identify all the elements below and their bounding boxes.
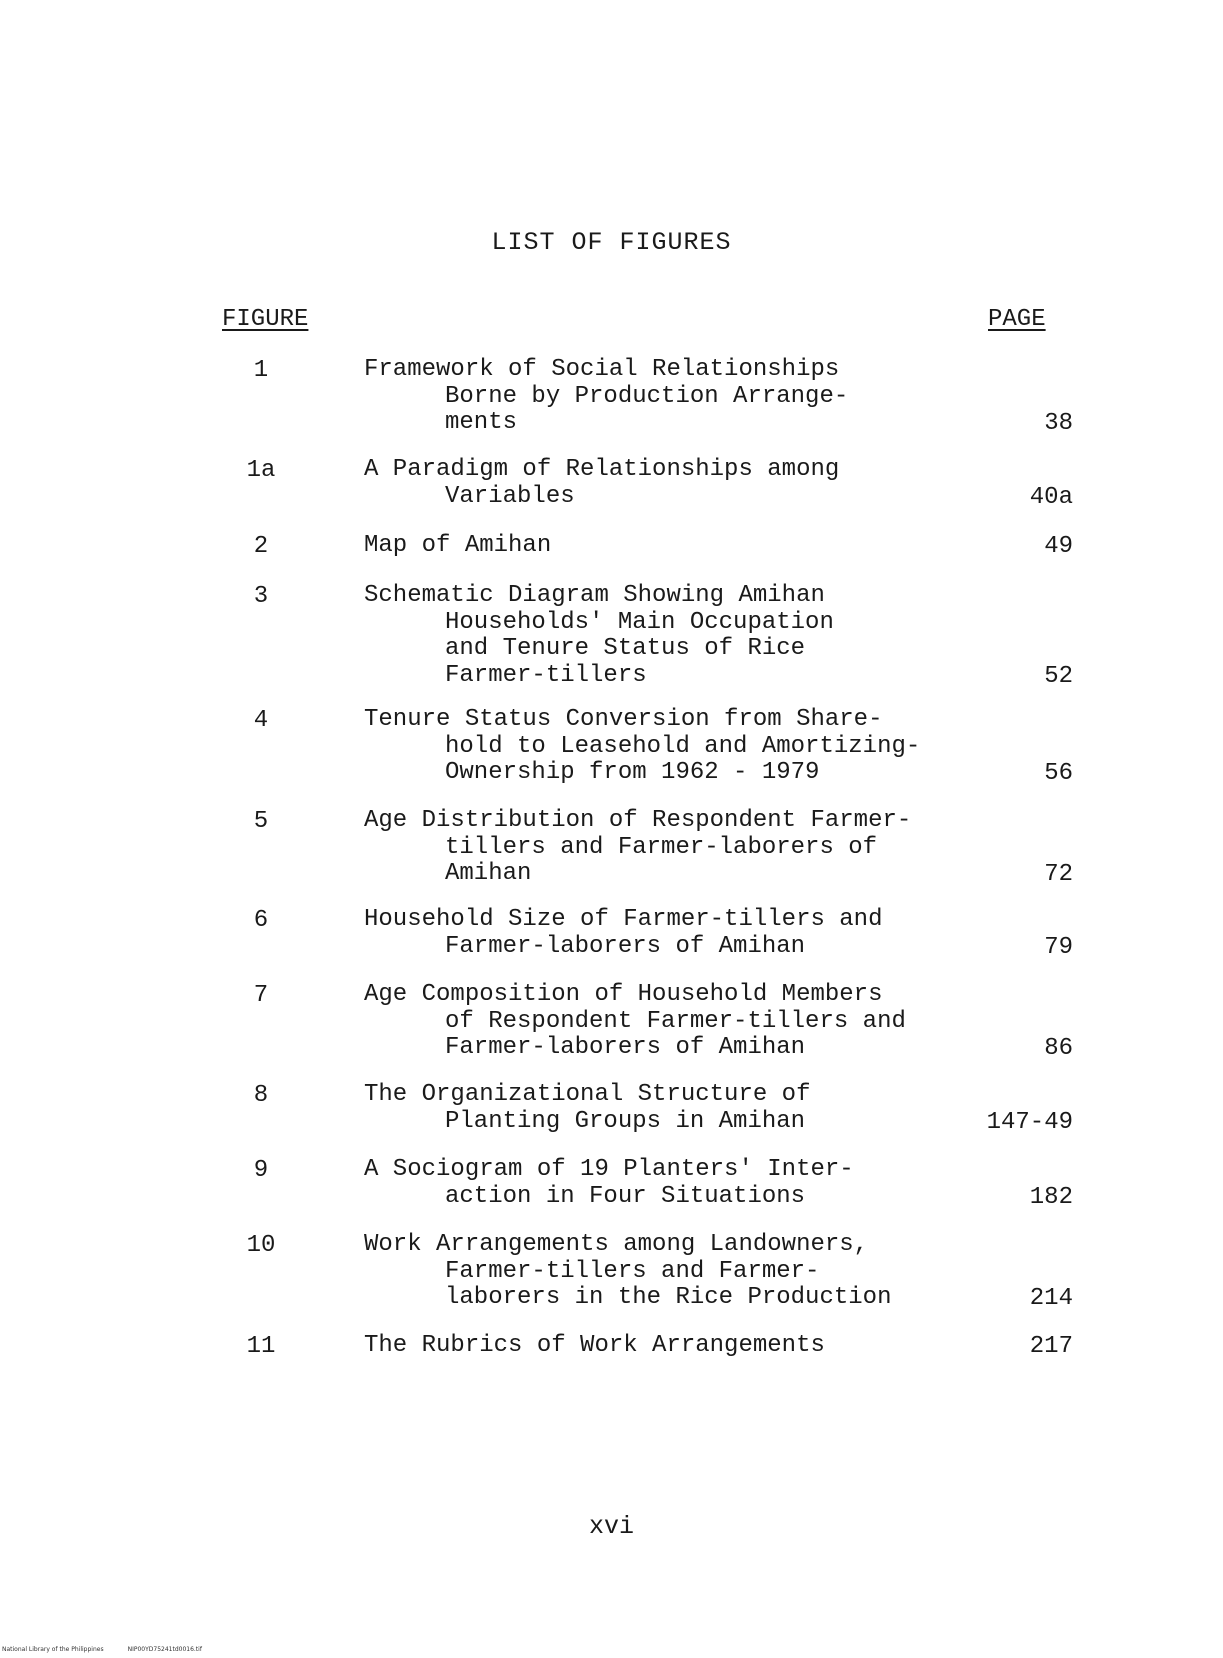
figure-title-line: tillers and Farmer-laborers of bbox=[445, 833, 878, 861]
figure-title-line: laborers in the Rice Production bbox=[445, 1284, 892, 1311]
figure-title-line: Planting Groups in Amihan bbox=[445, 1107, 806, 1135]
figure-page: 49 bbox=[1044, 533, 1073, 560]
figure-page: 86 bbox=[1044, 1035, 1073, 1062]
figure-title-line: A Paradigm of Relationships among bbox=[364, 456, 840, 483]
figure-title-line: Farmer-tillers bbox=[445, 661, 647, 689]
figure-number: 4 bbox=[253, 707, 269, 734]
figure-title-line: Tenure Status Conversion from Share- bbox=[364, 706, 883, 733]
figure-title-line: Age Distribution of Respondent Farmer- bbox=[364, 807, 912, 834]
figure-number: 9 bbox=[253, 1157, 269, 1184]
figure-page: 40a bbox=[1029, 483, 1073, 511]
figure-title bbox=[364, 533, 964, 560]
figure-page: 214 bbox=[1029, 1285, 1073, 1312]
figure-title bbox=[364, 982, 964, 1062]
figure-number: 8 bbox=[253, 1082, 269, 1109]
figure-page: 79 bbox=[1044, 933, 1073, 961]
figure-title-line: ments bbox=[445, 409, 518, 436]
figure-number: 1 bbox=[253, 357, 269, 384]
figure-title-line: Framework of Social Relationships bbox=[364, 356, 840, 383]
figure-title-line: hold to Leasehold and Amortizing- bbox=[445, 732, 921, 760]
figure-number: 11 bbox=[246, 1333, 276, 1360]
figure-title bbox=[364, 808, 964, 888]
figure-title-line: Work Arrangements among Landowners, bbox=[364, 1231, 869, 1258]
figure-page: 147-49 bbox=[986, 1108, 1073, 1136]
figure-title-line: Farmer-tillers and Farmer- bbox=[445, 1257, 820, 1285]
figure-title-line: Household Size of Farmer-tillers and bbox=[364, 906, 883, 933]
figure-title bbox=[364, 1082, 964, 1135]
figure-page: 52 bbox=[1044, 662, 1073, 690]
figure-title-line: Map of Amihan bbox=[364, 532, 552, 559]
figure-title-line: The Rubrics of Work Arrangements bbox=[364, 1332, 825, 1359]
figure-title-line: and Tenure Status of Rice bbox=[445, 635, 806, 662]
figure-page: 72 bbox=[1044, 861, 1073, 888]
figure-title-line: Age Composition of Household Members bbox=[364, 981, 883, 1008]
figure-number: 1a bbox=[246, 457, 276, 484]
page-title: LIST OF FIGURES bbox=[491, 228, 732, 257]
scan-stamp bbox=[2, 1646, 202, 1653]
scan-stamp-library: National Library of the Philippines bbox=[2, 1646, 104, 1653]
figure-page: 38 bbox=[1044, 410, 1073, 437]
figure-page: 217 bbox=[1029, 1333, 1073, 1360]
figure-page: 56 bbox=[1044, 760, 1073, 787]
figure-title-line: A Sociogram of 19 Planters' Inter- bbox=[364, 1156, 854, 1183]
figure-number: 6 bbox=[253, 907, 269, 934]
figure-title bbox=[364, 1232, 964, 1312]
figure-title bbox=[364, 907, 964, 960]
page-number: xvi bbox=[588, 1512, 634, 1541]
figure-title-line: Schematic Diagram Showing Amihan bbox=[364, 582, 825, 609]
scan-stamp-filename: NIP00YD75241td0016.tif bbox=[127, 1646, 202, 1653]
figure-title bbox=[364, 583, 964, 689]
figure-title-line: Ownership from 1962 - 1979 bbox=[445, 759, 820, 786]
figure-title bbox=[364, 707, 964, 787]
figure-title-line: The Organizational Structure of bbox=[364, 1081, 811, 1108]
figure-page: 182 bbox=[1029, 1183, 1073, 1211]
figure-title-line: of Respondent Farmer-tillers and bbox=[445, 1007, 906, 1035]
figure-title-line: Farmer-laborers of Amihan bbox=[445, 932, 806, 960]
figure-number: 3 bbox=[253, 583, 269, 610]
figure-number: 10 bbox=[246, 1232, 276, 1259]
figure-number: 2 bbox=[253, 533, 269, 560]
figure-title-line: Variables bbox=[445, 482, 575, 510]
page-column-header: PAGE bbox=[988, 306, 1046, 333]
figure-title-line: Borne by Production Arrange- bbox=[445, 382, 849, 410]
figure-number: 7 bbox=[253, 982, 269, 1009]
figure-title bbox=[364, 1333, 964, 1360]
figure-column-header: FIGURE bbox=[222, 306, 309, 333]
figure-title bbox=[364, 357, 964, 437]
figure-title-line: Amihan bbox=[445, 860, 532, 887]
figure-title-line: action in Four Situations bbox=[445, 1182, 806, 1210]
figure-title bbox=[364, 457, 964, 510]
figure-title-line: Farmer-laborers of Amihan bbox=[445, 1034, 806, 1061]
figure-number: 5 bbox=[253, 808, 269, 835]
figure-title bbox=[364, 1157, 964, 1210]
figure-title-line: Households' Main Occupation bbox=[445, 608, 834, 636]
